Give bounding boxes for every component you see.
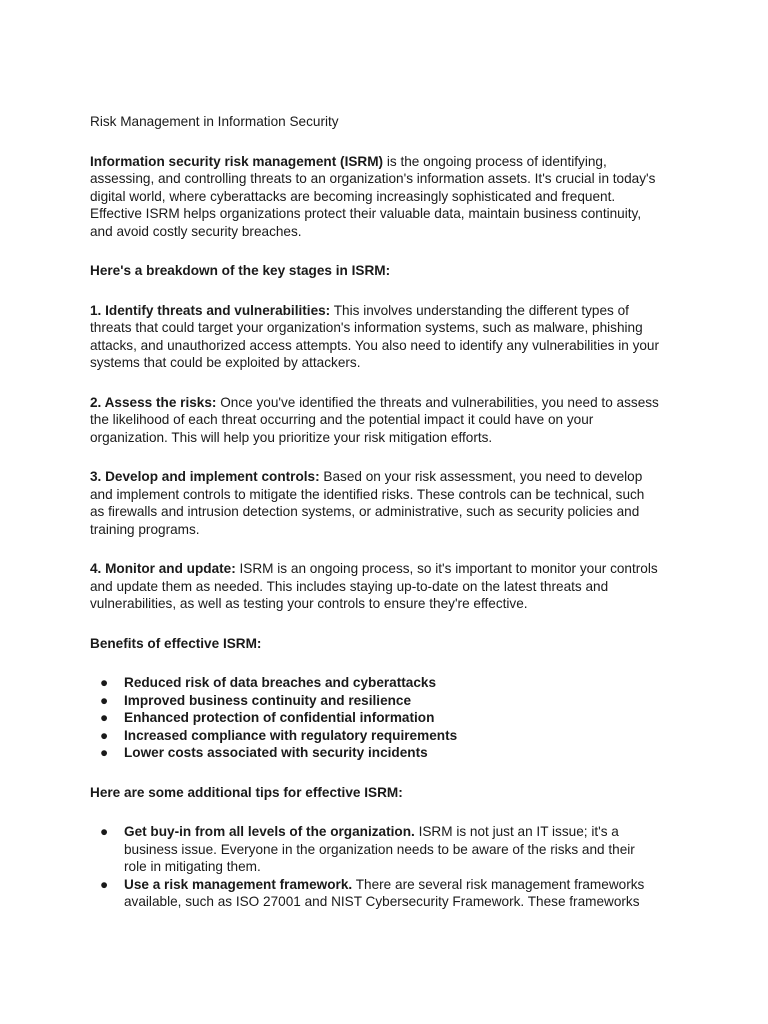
list-item-text: Reduced risk of data breaches and cyberattacks	[124, 675, 437, 690]
stages-heading: Here's a breakdown of the key stages in ISRM:	[90, 263, 391, 278]
stage-paragraph-4	[90, 560, 660, 613]
list-item	[90, 727, 660, 745]
document-title: Risk Management in Information Security	[90, 114, 339, 129]
intro-paragraph	[90, 153, 660, 241]
intro-bold: Information security risk management (ISRM)	[90, 153, 384, 169]
list-item	[90, 823, 660, 876]
stage-bold: 1. Identify threats and vulnerabilities:	[90, 302, 331, 318]
list-item-text: Lower costs associated with security incidents	[124, 745, 428, 760]
list-item	[90, 744, 660, 762]
stage-text: Once you've identified the threats and vulnerabilities, you need to assess the likelihood of each threat occurring and the potential impact it could have on your organization. This will help you prioritize your risk mitigation efforts.	[90, 394, 659, 445]
bullet-icon: ●	[100, 824, 109, 839]
benefits-list	[90, 674, 660, 762]
tip-text: ISRM is not just an IT issue; it's a business issue. Everyone in the organization needs to be aware of the risks and their role in mitigating them.	[124, 824, 635, 874]
tip-bold: Use a risk management framework.	[124, 876, 353, 892]
tip-text: There are several risk management frameworks available, such as ISO 27001 and NIST Cybersecurity Framework. These frameworks	[124, 876, 645, 909]
stage-text: This involves understanding the different types of threats that could target your organization's information systems, such as malware, phishing attacks, and unauthorized access attempts. You also need to identify any vulnerabilities in your systems that could be exploited by attackers.	[90, 302, 660, 370]
list-item	[90, 692, 660, 710]
stage-text: Based on your risk assessment, you need to develop and implement controls to mitigate the identified risks. These controls can be technical, such as firewalls and intrusion detection systems, or administrative, such as security policies and training programs.	[90, 469, 645, 537]
bullet-icon: ●	[100, 876, 109, 892]
stage-text: ISRM is an ongoing process, so it's important to monitor your controls and update them as needed. This includes staying up-to-date on the latest threats and vulnerabilities, as well as testing your controls to ensure they're effective.	[90, 561, 658, 611]
document-page	[90, 113, 660, 933]
stage-paragraph-3	[90, 468, 660, 538]
stage-paragraph-1	[90, 302, 660, 372]
bullet-icon: ●	[100, 675, 109, 690]
list-item	[90, 709, 660, 727]
tips-heading: Here are some additional tips for effective ISRM:	[90, 784, 403, 800]
benefits-heading: Benefits of effective ISRM:	[90, 635, 262, 651]
bullet-icon: ●	[100, 692, 109, 708]
stage-bold: 4. Monitor and update:	[90, 561, 236, 576]
list-item-text: Enhanced protection of confidential information	[124, 710, 435, 725]
list-item	[90, 674, 660, 692]
tip-bold: Get buy-in from all levels of the organization.	[124, 824, 415, 839]
stage-paragraph-2	[90, 394, 660, 447]
list-item	[90, 876, 660, 911]
list-item-text: Improved business continuity and resilience	[124, 692, 412, 708]
bullet-icon: ●	[100, 727, 109, 743]
bullet-icon: ●	[100, 745, 109, 760]
stage-bold: 2. Assess the risks:	[90, 394, 217, 410]
stage-bold: 3. Develop and implement controls:	[90, 469, 320, 484]
list-item-text: Increased compliance with regulatory requirements	[124, 727, 458, 743]
intro-text: is the ongoing process of identifying, assessing, and controlling threats to an organization's information assets. It's crucial in today's digital world, where cyberattacks are becoming increasingly sophisticated and frequent. Effective ISRM helps organizations protect their valuable data, maintain business continuity, and avoid costly security breaches.	[90, 153, 656, 239]
bullet-icon: ●	[100, 710, 109, 725]
tips-list	[90, 823, 660, 911]
